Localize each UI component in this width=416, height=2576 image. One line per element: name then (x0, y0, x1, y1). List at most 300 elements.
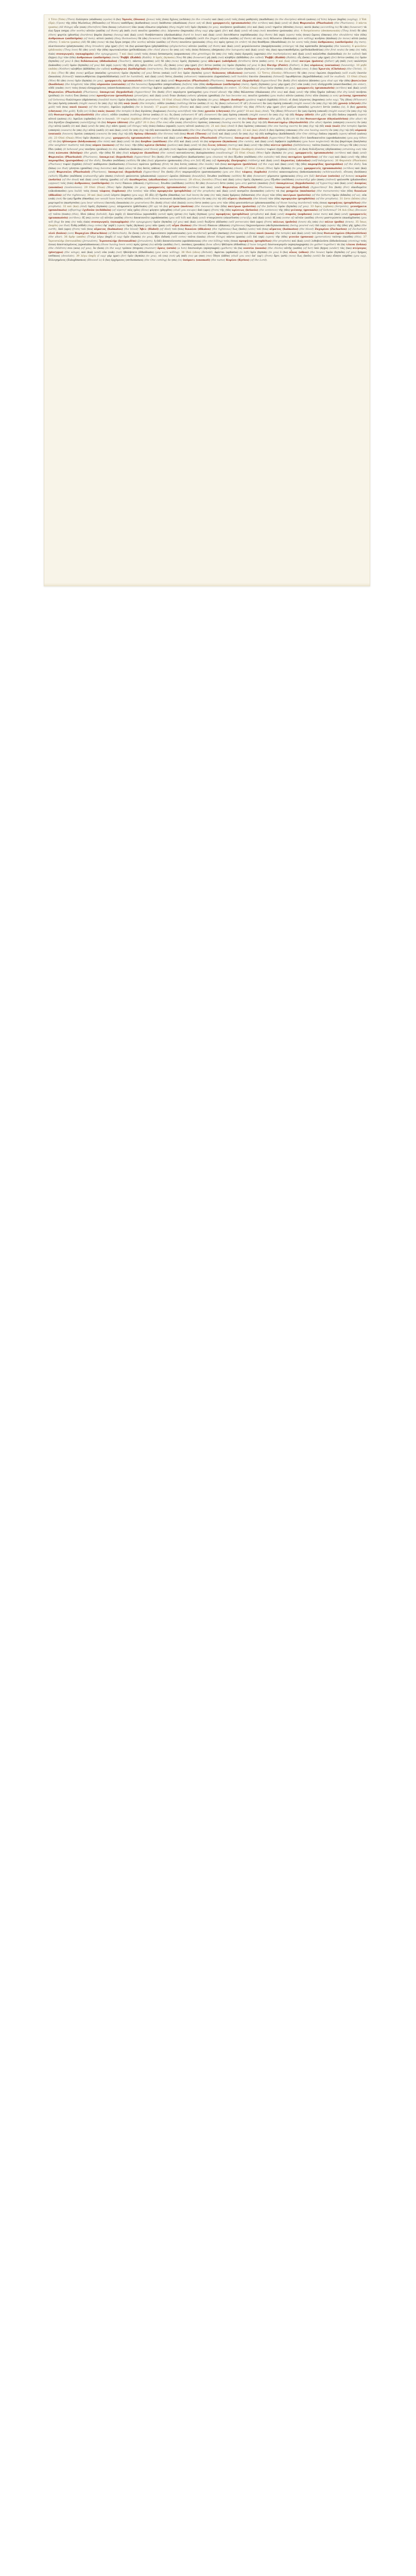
text-segment: πόλιν (polin) (324, 220, 344, 224)
text-segment: (and) (192, 140, 199, 143)
text-segment: (wise men) (313, 212, 328, 216)
text-segment: πτέρυγας (pterygas) (48, 247, 367, 254)
text-segment: προφήτας (prophētas) (216, 212, 249, 216)
text-segment: δυσβάστακτα (dysbastakta) (145, 33, 182, 37)
text-segment: ταπεινώσει (tapeinōsei) (198, 75, 230, 79)
text-segment: μὴ (mē) (119, 29, 130, 33)
text-segment: (being poured out) (290, 224, 315, 227)
text-segment: (of Gehenna) (48, 98, 65, 101)
text-segment: ἐν (en) (108, 132, 117, 136)
text-segment: τοῦτο (touto) (53, 212, 71, 216)
text-segment: (them) (315, 216, 324, 220)
text-segment: Ἅβελ (Habel) (139, 228, 159, 231)
text-segment: (Jerusalem), (137, 239, 153, 243)
text-segment: (and) (287, 163, 294, 166)
text-segment: (Pharisees), (82, 155, 98, 159)
text-segment: εἰσερχομένους (eiserchomenous) (87, 87, 131, 90)
text-segment: οὐδὲ (oude) (48, 87, 64, 90)
text-segment: ἀπεσταλμένους (apestalmenous) (57, 243, 100, 246)
text-segment: ὑποκριταί (hypokritai) (108, 171, 142, 174)
text-segment: (I say) (113, 235, 123, 239)
text-segment: ὑμῶν (hymōn) (183, 71, 202, 75)
text-segment: (in) (222, 52, 227, 56)
text-segment: (and) (241, 29, 248, 33)
text-segment: με (me) (194, 255, 205, 258)
text-segment: (they do) (206, 41, 218, 44)
text-segment: τῷ (tō) (285, 113, 294, 117)
text-segment: (Cleanse) (126, 163, 138, 166)
text-segment: τὸ (to) (198, 144, 207, 147)
text-segment: Φαρισαῖοι (Pharisaioi) (300, 22, 334, 25)
text-segment: τὰ (ta) (233, 247, 242, 250)
text-segment: οἰκοδομεῖτε (oikodomeite) (48, 185, 367, 193)
text-segment: (the blood) (299, 228, 314, 231)
text-segment: πρὸς (pros) (133, 243, 149, 246)
text-segment: τοὺς (tous) (313, 201, 327, 205)
text-segment: (it). (205, 125, 211, 128)
text-segment: (me) (206, 255, 212, 258)
text-segment: (So) (361, 197, 367, 201)
text-segment: αὐτῶν (autōn) (124, 197, 143, 201)
text-segment: πρωτοκαθεδρίας (prōtokathedrias) (278, 48, 324, 52)
text-segment: (according to) (320, 25, 339, 29)
text-segment: αὐτῷ (autō) (88, 128, 104, 132)
text-segment: (to yourselves) (130, 201, 150, 205)
text-segment: (manner) (144, 247, 157, 250)
text-segment: (himself) (273, 75, 285, 79)
text-segment: ναὸς (naos) (97, 109, 115, 113)
text-segment: (and) (157, 75, 164, 79)
text-segment: ὑμεῖς (hymeis) (243, 178, 263, 182)
text-segment: ὀμόσας (omosas) (244, 125, 267, 128)
text-segment: (by) (48, 125, 54, 128)
text-segment: ἵνα (hina) (48, 163, 367, 170)
text-segment: ἔρημος (erēmos) (48, 250, 367, 258)
text-segment: (those entering) (131, 87, 153, 90)
text-segment: (nor) (64, 87, 72, 90)
text-segment: (Whoever) (283, 109, 298, 113)
text-segment: καὶ (kai) (261, 159, 272, 163)
text-segment: (father) (324, 60, 335, 63)
text-segment: γὰρ (gar) (107, 255, 119, 258)
text-segment: (call) (62, 63, 69, 67)
text-segment: Φαρισαῖοι (Pharisaioi) (184, 136, 217, 140)
text-segment: εἷς (heis) (298, 56, 310, 60)
text-segment: (the one having sworn) (298, 128, 329, 132)
text-segment: (of the heavens) (126, 82, 148, 86)
text-segment: (do enter), (353, 82, 367, 86)
text-segment: ὁ (ho) (72, 60, 80, 63)
text-segment: ὅταν (hotan) (169, 94, 186, 98)
text-segment: (And), (262, 109, 270, 113)
text-segment: ὑμῖν (hymin) (267, 87, 284, 90)
text-segment: δείπνοις (deipnois) (199, 48, 224, 52)
text-segment: (by) (322, 101, 328, 105)
text-segment: τῷ (tō) (327, 113, 337, 117)
text-segment: ἀφιέναι (aphienai) (177, 147, 202, 151)
text-segment: λέγουσιν (legousin) (167, 29, 194, 33)
text-segment: ὅτι (hoti) (164, 67, 177, 71)
text-segment: τῶν (tōn) (268, 197, 281, 201)
text-segment: τὰ (ta) (105, 41, 114, 44)
text-segment: ἐν (en) (357, 121, 367, 124)
text-segment: (of the Lord). (250, 258, 268, 262)
text-segment: τῶν (tōn) (270, 193, 282, 197)
text-segment: ἀποστέλλω (apostellō) (127, 212, 157, 216)
text-segment: αὐτοῦ (autou) (179, 166, 198, 170)
text-segment: τοῦ (tou) (172, 228, 184, 231)
text-segment: 7 καὶ (kai) (119, 52, 133, 56)
text-segment: τὸ (to) (200, 140, 209, 143)
text-segment: μεῖζον (meizon) (199, 117, 221, 121)
text-segment: ὃς (hos) (169, 113, 180, 117)
text-segment: ταῖς (tais) (48, 48, 367, 56)
text-segment: ἔδει (edei) (48, 147, 62, 151)
text-segment: κάμηλον (kamēlon) (130, 151, 159, 155)
text-segment: τὰ (ta) (276, 190, 285, 193)
text-segment: τοῖς (tois) (60, 182, 74, 185)
text-segment: τὸ (to) (248, 41, 257, 44)
text-segment: τοὺς (tous) (223, 239, 238, 243)
text-segment: (For) (343, 185, 350, 189)
text-segment: τῆς (tēs) (122, 63, 134, 67)
text-segment: καὶ (kai) (111, 140, 123, 143)
text-segment: (The) (57, 71, 65, 75)
text-segment: (to you), (283, 151, 294, 155)
text-segment: ὑποκριταί (hypokritai) (226, 79, 260, 82)
text-segment: παροψίδος (paropsidos) (48, 159, 84, 163)
text-segment: Φαρισαῖοι (Pharisaioi) (175, 79, 209, 82)
text-segment: ταῦτα (tauta) (187, 235, 206, 239)
text-segment: (however) (193, 56, 206, 60)
text-segment: φυλακτήρια (phylaktēria) (135, 44, 169, 48)
text-segment: τὸ (to) (53, 140, 62, 143)
text-segment: (it). (48, 136, 54, 140)
text-segment: (by) (357, 109, 362, 113)
text-segment: πάντα (panta) (226, 235, 246, 239)
text-segment: αὐτῶν (autōn) (147, 41, 166, 44)
text-segment: ὑμῖν (hymin) (250, 250, 268, 254)
text-segment: ὅτι (hoti) (152, 90, 165, 94)
text-segment: (before) (182, 82, 193, 86)
text-segment: (you will flog) (48, 216, 367, 224)
text-segment: τὸ (to) (170, 163, 179, 166)
text-segment: (whoever) (226, 101, 240, 105)
text-segment: οἱ (hoi) (202, 22, 212, 25)
text-segment: διπλότερον (diploteron) (66, 98, 98, 101)
text-segment: (under) (329, 247, 339, 250)
text-segment: οὐρανῷ (ouranō) (48, 128, 367, 136)
text-segment: (will be humbled), (120, 75, 144, 79)
text-segment: ἐν (en) (269, 113, 278, 117)
text-segment: (not) (218, 56, 224, 60)
text-segment: κράσπεδα (kraspeda) (305, 44, 333, 48)
text-segment: (the cumin), (238, 140, 254, 143)
text-segment: πᾶν (pan) (152, 224, 165, 227)
text-segment: (all) (247, 235, 252, 239)
text-segment: (the gift) (315, 113, 327, 117)
text-segment: διδάσκαλος (didaskalos) (80, 60, 117, 63)
text-segment: τὰ (ta) (125, 44, 134, 48)
text-segment: ὁ (ho) (347, 106, 355, 109)
text-segment: (All) (80, 41, 86, 44)
text-segment: ἀνθρώποις (anthrōpois) (318, 41, 353, 44)
text-segment: προφητῶν (prophētōn) (157, 190, 192, 193)
text-segment: ταῖς (tais) (77, 220, 91, 224)
text-segment: (these things) (330, 144, 349, 147)
text-segment: (The one) (155, 121, 169, 124)
text-segment: (we would have been) (94, 197, 124, 201)
text-segment: (the gold) (48, 101, 367, 109)
text-segment: τρόπον (tropon) (122, 247, 144, 250)
text-segment: αὐτῶν (autōn) (295, 216, 314, 220)
text-segment: τὰ (ta) (331, 140, 339, 143)
text-segment: αὐτοῦ (autou) (48, 117, 67, 121)
text-segment: κλείετε (kleiete) (298, 79, 320, 82)
text-segment: αὐτοὶ (autoi) (96, 37, 113, 41)
text-segment: τοῦ (tou) (311, 231, 323, 235)
text-segment: (not) (169, 255, 176, 258)
text-segment: ὅτι (hoti) (286, 136, 299, 140)
text-segment: ὑποκριταί (hypokritai) (99, 155, 133, 159)
text-segment: (the camel) (160, 151, 176, 155)
text-segment: ὀμόσῃ (omosē) (308, 109, 327, 113)
text-segment: (within) (184, 182, 195, 185)
text-segment: ἂν (an) (63, 197, 73, 201)
text-segment: (for) (193, 117, 199, 121)
text-segment: γραμματεῖς (grammateis) (113, 136, 151, 140)
text-segment: τὸ (to) (131, 140, 140, 143)
text-segment: εἷς (heis) (288, 67, 301, 71)
text-segment: (by) (139, 128, 145, 132)
text-segment: (hard to bear) (183, 33, 202, 37)
text-segment: τηρεῖτε (tēreite) (272, 25, 294, 29)
text-segment: τοῖς (tois) (142, 125, 156, 128)
text-segment: αὐτῷ (autō) (54, 125, 70, 128)
text-segment: (scribes); (68, 216, 81, 220)
text-segment: ἁγιάσας (hagiasas) (141, 109, 166, 113)
text-segment: (however) (249, 101, 263, 105)
text-segment: (And) (227, 125, 235, 128)
text-segment: (we had been) (181, 193, 200, 197)
text-segment: (with them) (144, 197, 160, 201)
text-segment: ὑψωθήσεται (hypsōthēsetai) (285, 75, 323, 79)
text-segment: (scribes) (334, 151, 346, 155)
text-segment: ποιοῦσιν (poiousin) (267, 29, 293, 33)
text-segment: ὑμῖν (hymin) (190, 25, 208, 29)
text-segment: πάσης (pasēs) (100, 178, 119, 182)
text-segment: 27 Οὐαὶ (Ouai) (245, 166, 265, 170)
text-segment: ἐστε (este) (219, 182, 234, 185)
text-segment: τῷ (tō) (254, 132, 264, 136)
text-segment: (from) (264, 220, 272, 224)
text-segment: τοῦ (tou) (275, 155, 287, 159)
text-segment: ἐν (en) (238, 132, 248, 136)
text-segment: (by) (252, 121, 257, 124)
text-segment: (proselyte), (134, 94, 149, 98)
text-segment: οὖν (oun) (169, 121, 182, 124)
text-segment: Φαρισαῖοι (Pharisaioi) (222, 185, 256, 189)
text-segment: τῆς (tēs) (279, 209, 290, 212)
text-segment: (I say) (97, 255, 106, 258)
text-segment: 36 ἀμὴν (amēn) (64, 235, 86, 239)
text-segment: (Woe) (182, 98, 190, 101)
text-segment: (a hen) (177, 247, 187, 250)
text-segment: μεγαλύνουσιν (megalynousin) (241, 44, 282, 48)
text-segment: αὐτοῦ (autou) (186, 125, 205, 128)
text-segment: ὑμῖν (hymin) (274, 166, 291, 170)
text-segment: ὃς (hos) (215, 101, 226, 105)
text-segment: ναῷ (naō) (325, 125, 340, 128)
text-segment: (and) (265, 216, 272, 220)
text-segment: διώξετε (diōxete) (204, 220, 228, 224)
text-segment: (in) (71, 220, 76, 224)
text-segment: (you) (208, 212, 215, 216)
text-segment: (for) (177, 67, 183, 71)
text-segment: (the altar) (349, 117, 363, 121)
text-segment: σοφοὺς (sophous) (285, 212, 312, 216)
text-segment: (from) (72, 228, 80, 231)
document-paper (44, 14, 370, 586)
text-segment: οὐδέν (ouden) (110, 113, 129, 117)
text-segment: (sons) (186, 201, 195, 205)
text-segment: (Serpents), (335, 205, 350, 208)
text-segment: (or) (290, 117, 295, 121)
text-segment: (and) (296, 90, 303, 94)
text-segment: ἀπὸ (apo) (250, 220, 263, 224)
text-segment: (who say), (325, 98, 339, 101)
text-segment: (in) (210, 193, 215, 197)
text-segment: αὐτοῦ (autou) (348, 132, 367, 136)
text-segment: ὑμῶν (hymōn) (326, 250, 345, 254)
text-segment: (within) (126, 159, 136, 163)
text-segment: τὴν (tēn) (339, 79, 351, 82)
text-segment: (Whoever) (353, 98, 367, 101)
text-segment: τὴν (tēn) (96, 48, 109, 52)
text-segment: ἐπισυναγαγεῖν (episynagagein) (268, 243, 309, 246)
text-segment: (Woe) (258, 87, 267, 90)
text-segment: (upon) (327, 224, 336, 227)
text-segment: φαίνονται (phainontai) (126, 174, 157, 178)
text-segment: (of the prophets) (193, 190, 216, 193)
text-segment: καθηγηταί (kathēgētai) (111, 67, 146, 71)
text-segment: (of you) (173, 220, 184, 224)
text-segment: καὶ (kai) (355, 166, 367, 170)
text-segment: (be called) (96, 67, 110, 71)
text-segment: κεκονιαμένοις (kekoniamenois) (279, 171, 321, 174)
text-segment: (and) (214, 185, 221, 189)
text-segment: (seat) (150, 22, 159, 25)
text-segment: (you are) (235, 182, 247, 185)
text-segment: (Woe) (256, 151, 264, 155)
text-segment: καὶ (kai) (269, 22, 281, 25)
text-segment: (the One dwelling in) (189, 128, 217, 132)
text-segment: γενεὰν (genean) (288, 235, 314, 239)
text-segment: καὶ (kai) (81, 250, 93, 254)
text-segment: 1 Τότε (Tote) (48, 18, 66, 21)
text-segment: (for) (198, 63, 204, 67)
text-segment: ἐν (en) (202, 197, 212, 201)
text-segment: (you travel about) (202, 90, 227, 94)
text-segment: (however) (204, 113, 218, 117)
text-segment: (and) (231, 132, 238, 136)
text-segment: (to do), (108, 147, 118, 151)
text-segment: 3 πάντα (panta) (48, 22, 367, 29)
text-segment: (for) (118, 44, 125, 48)
text-segment: (now) (171, 60, 179, 63)
text-segment: (behold), (96, 212, 108, 216)
text-segment: (for) (222, 29, 228, 33)
text-segment: τῆς (tēs) (295, 163, 307, 166)
text-segment: (blind)! (233, 106, 243, 109)
text-segment: (all things) (127, 125, 142, 128)
text-segment: καὶ (kai) (178, 144, 190, 147)
text-segment: καταπίνοντες (katapinontes) (176, 151, 215, 155)
text-segment: (hypocrites)! (134, 90, 151, 94)
text-segment: τοὺς (tous) (48, 239, 367, 246)
text-segment: υἱοῦ (huiou) (48, 231, 67, 235)
text-segment: ὑποκριταί (hypokritai) (234, 136, 268, 140)
text-segment: πλατύνουσιν (platynousin) (48, 44, 84, 48)
text-segment: (and) (303, 231, 311, 235)
text-segment: (will humble) (231, 75, 248, 79)
text-segment: τῆς (tēs) (336, 224, 348, 227)
text-segment: δὲ (de) (357, 29, 367, 33)
text-segment: μείζων (meizōn) (287, 106, 309, 109)
text-segment: (heavenly). (340, 63, 356, 67)
text-segment: (and those) (143, 147, 159, 151)
text-segment: καὶ (kai) (189, 106, 201, 109)
text-segment: (may come) (87, 224, 103, 227)
text-segment: (you are) (210, 201, 222, 205)
text-segment: ὑμεῖς (hymeis) (88, 205, 108, 208)
text-segment: (phylacteries) (169, 44, 187, 48)
text-segment: (scribes) (187, 185, 199, 189)
text-segment: μαστιγώσετε (mastigōsete) (324, 216, 360, 220)
text-segment: τῶν (tōn) (63, 56, 76, 60)
text-segment: εἴπωσιν (eipōsin) (145, 25, 168, 29)
text-segment: (the temple) (341, 125, 357, 128)
text-segment: (the blood) (253, 197, 268, 201)
text-segment: (and) (190, 144, 198, 147)
text-segment: (and) (234, 44, 241, 48)
text-segment: τί (ti) (160, 117, 168, 121)
text-segment: (nothing) (130, 113, 142, 117)
text-segment: τῶν (tōn) (84, 82, 96, 86)
text-segment: ἐπὶ (epi) (253, 235, 265, 239)
text-segment: πατέρα (patera) (299, 60, 324, 63)
text-segment: (the righteous) (212, 228, 232, 231)
text-segment: (and) (176, 136, 183, 140)
text-segment: (of Abel) (160, 228, 171, 231)
text-segment: (by) (82, 128, 88, 132)
text-segment: ἐν (en) (61, 220, 71, 224)
text-segment: (and) (94, 250, 101, 254)
text-segment: τὸ (to) (97, 121, 106, 124)
text-segment: (Pharisees), (218, 136, 234, 140)
text-segment: (send) (158, 212, 166, 216)
text-segment: (shall you see) (231, 255, 251, 258)
text-segment: ταῦτα (tauta) (312, 144, 330, 147)
text-segment: τῷ (tō) (217, 197, 227, 201)
text-segment: ἀφίετε (aphiete) (153, 87, 175, 90)
text-segment: ἔλεος (eleos) (207, 144, 227, 147)
text-segment: τῷ (tō) (328, 101, 338, 105)
text-segment: ὑμῖν (hymin) (83, 136, 100, 140)
text-segment: λέγων (legōn) (327, 18, 346, 21)
text-segment: (by) (279, 113, 284, 117)
text-segment: (to enter). (224, 87, 238, 90)
